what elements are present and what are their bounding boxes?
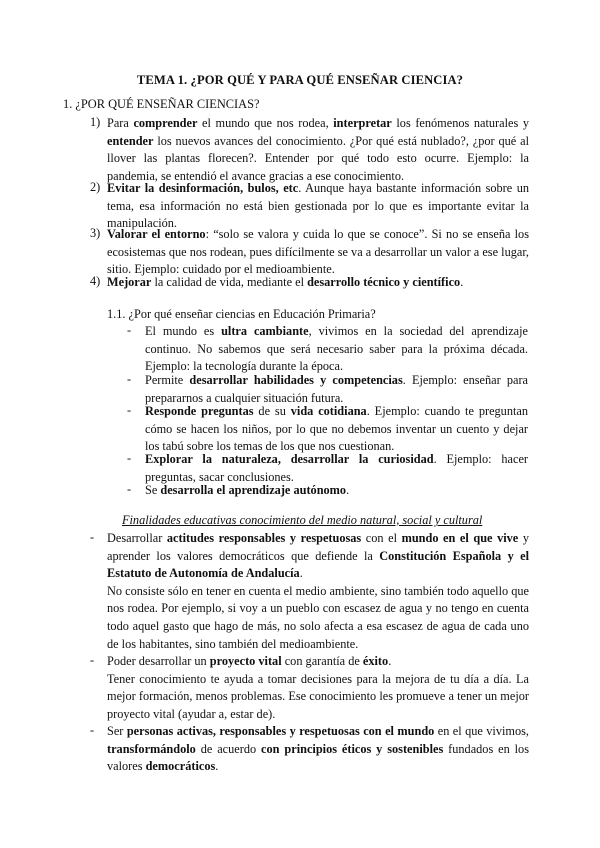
bullet-dash: - — [90, 530, 95, 544]
subsection-heading: 1.1. ¿Por qué enseñar ciencias en Educación Primaria? — [107, 307, 376, 321]
bullet-dash: - — [127, 403, 132, 417]
list-item: El mundo es ultra cambiante, vivimos en la sociedad del aprendizaje continuo. No sabemos que será necesario saber para la próxima década. Ejemplo: la tecnología durante la época. — [145, 324, 528, 374]
list-item: Mejorar la calidad de vida, mediante el desarrollo técnico y científico. — [107, 275, 464, 289]
list-item-detail: Tener conocimiento te ayuda a tomar decisiones para la mejora de tu día a día. La mejor formación, menos problemas. Ese conocimiento les promueve a tener un mejor proyecto vital (ayudar a, estar de). — [107, 671, 529, 721]
list-item: Responde preguntas de su vida cotidiana. Ejemplo: cuando te preguntan cómo se hacen los niños, por lo que no debemos inventar un cuento y dejar los tabú sobre los temas de los que nos cuestionan. — [145, 404, 528, 454]
page-title: TEMA 1. ¿POR QUÉ Y PARA QUÉ ENSEÑAR CIENCIA? — [136, 73, 464, 87]
list-item: Desarrollar actitudes responsables y respetuosas con el mundo en el que vive y aprender los valores democráticos que defiende la Constitución Española y el Estatuto de Autonomía de Andalucía. No consiste sólo en tener en cuenta el medio ambiente, sino también todo aquello que nos rodea. Por ejemplo, si voy a un pueblo con escasez de agua y no tengo en cuenta todo aquel gasto que hago de más, no solo afecta a esa escasez de agua de cada uno de los habitantes, sino también del medioambiente. — [107, 530, 529, 653]
list-item: Poder desarrollar un proyecto vital con garantía de éxito. Tener conocimiento te ayuda a tomar decisiones para la mejora de tu día a día. La mejor formación, menos problemas. Ese conocimiento les promueve a tener un mejor proyecto vital (ayudar a, estar de). — [107, 653, 529, 723]
section-heading: 1. ¿POR QUÉ ENSEÑAR CIENCIAS? — [63, 97, 260, 111]
list-item: Ser personas activas, responsables y respetuosas con el mundo en el que vivimos, transformándolo de acuerdo con principios éticos y sostenibles fundados en los valores democráticos. — [107, 724, 529, 774]
list-number: 1) — [90, 115, 101, 129]
bullet-dash: - — [127, 482, 132, 496]
list-item: Evitar la desinformación, bulos, etc. Aunque haya bastante información sobre un tema, esa información no está bien gestionada por lo que es importante evitar la manipulación. — [107, 181, 529, 231]
list-item: Para comprender el mundo que nos rodea, interpretar los fenómenos naturales y entender los nuevos avances del conocimiento. ¿Por qué está nublado?, ¿por qué al llover las plantas florecen?. Entender por qué todo esto ocurre. Ejemplo: la pandemia, se entendió el avance gracias a ese conocimiento. — [107, 116, 529, 183]
list-item: Explorar la naturaleza, desarrollar la curiosidad. Ejemplo: hacer preguntas, sacar conclusiones. — [145, 452, 528, 484]
finalidades-heading: Finalidades educativas conocimiento del medio natural, social y cultural — [122, 513, 483, 527]
list-item: Se desarrolla el aprendizaje autónomo. — [145, 483, 350, 497]
list-item-detail: No consiste sólo en tener en cuenta el medio ambiente, sino también todo aquello que nos rodea. Por ejemplo, si voy a un pueblo con escasez de agua y no tengo en cuenta todo aquel gasto que hago de más, no solo afecta a esa escasez de agua de cada uno de los habitantes, sino también del medioambiente. — [107, 583, 529, 651]
list-number: 4) — [90, 274, 101, 288]
list-item: Valorar el entorno: “solo se valora y cuida lo que se conoce”. Si no se enseña los ecosistemas que nos rodean, pues difícilmente se va a desarrollar un valor a ese lugar, sitio. Ejemplo: cuidado por el medioambiente. — [107, 227, 529, 277]
list-item: Permite desarrollar habilidades y competencias. Ejemplo: enseñar para prepararnos a cualquier situación futura. — [145, 373, 529, 405]
list-number: 3) — [90, 226, 101, 240]
bullet-dash: - — [127, 372, 132, 386]
bullet-dash: - — [90, 653, 95, 667]
bullet-dash: - — [90, 723, 95, 737]
list-number: 2) — [90, 180, 101, 194]
bullet-dash: - — [127, 451, 132, 465]
bullet-dash: - — [127, 323, 132, 337]
